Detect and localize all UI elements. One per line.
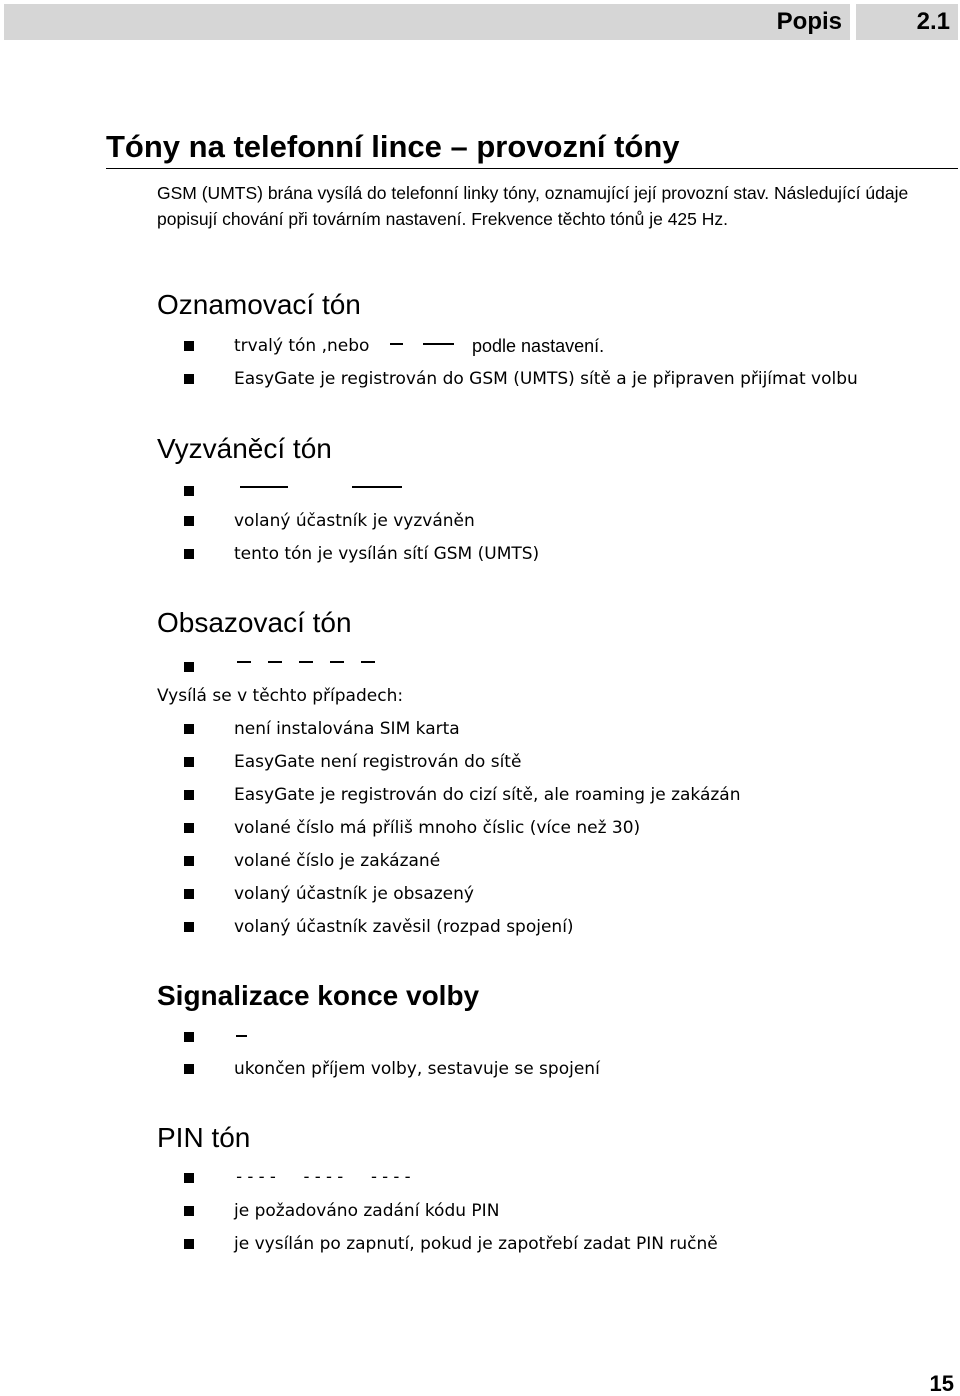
list-item-text: není instalována SIM karta	[234, 719, 460, 739]
end-of-dial-heading: Signalizace konce volby	[157, 980, 480, 1011]
tone-pattern-row	[157, 478, 457, 504]
list-item	[157, 508, 657, 534]
busy-tone-dash	[299, 661, 313, 663]
ring-tone-dash	[352, 486, 402, 488]
bullet-icon	[184, 823, 194, 833]
list-item-text: je požadováno zadání kódu PIN	[234, 1201, 500, 1221]
list-item-text: ukončen příjem volby, sestavuje se spojení	[234, 1059, 600, 1079]
bullet-icon	[184, 341, 194, 351]
cases-intro: Vysílá se v těchto případech:	[157, 686, 404, 706]
list-item	[157, 881, 857, 907]
list-item-text: volané číslo je zakázané	[234, 851, 441, 871]
tone-pattern-row	[157, 652, 457, 678]
dial-tone-heading: Oznamovací tón	[157, 289, 361, 320]
list-item	[157, 1198, 757, 1224]
page-title: Tóny na telefonní lince – provozní tóny	[106, 129, 680, 164]
list-item-text: EasyGate není registrován do sítě	[234, 752, 522, 772]
bullet-icon	[184, 486, 194, 496]
pin-tone-pattern: ---- ---- ----	[234, 1167, 414, 1187]
bullet-icon	[184, 374, 194, 384]
bullet-icon	[184, 1206, 194, 1216]
page-number: 15	[929, 1371, 954, 1396]
list-item	[157, 749, 857, 775]
list-item-text: volané číslo má příliš mnoho číslic (více než 30)	[234, 818, 641, 838]
list-item	[157, 848, 857, 874]
title-divider	[106, 168, 958, 169]
list-item-text: trvalý tón ,nebo	[234, 336, 370, 356]
list-item-text: je vysílán po zapnutí, pokud je zapotřebí zadat PIN ručně	[234, 1234, 718, 1254]
bullet-icon	[184, 1064, 194, 1074]
busy-tone-dash	[330, 661, 344, 663]
header-section-number: 2.1	[856, 4, 958, 40]
tone-pattern-row	[157, 1165, 557, 1191]
pin-tone-heading: PIN tón	[157, 1122, 251, 1153]
bullet-icon	[184, 516, 194, 526]
ring-tone-dash	[240, 486, 288, 488]
list-item	[157, 914, 857, 940]
bullet-icon	[184, 1173, 194, 1183]
bullet-icon	[184, 922, 194, 932]
bullet-icon	[184, 757, 194, 767]
bullet-icon	[184, 549, 194, 559]
list-item	[157, 366, 937, 392]
ring-tone-heading: Vyzváněcí tón	[157, 433, 332, 464]
busy-tone-dash	[268, 661, 282, 663]
short-tone-dash	[390, 343, 403, 345]
busy-tone-heading: Obsazovací tón	[157, 607, 352, 638]
list-item	[157, 333, 917, 359]
busy-tone-dash	[237, 661, 251, 663]
list-item-text: volaný účastník je vyzváněn	[234, 511, 475, 531]
header-section-title: Popis	[4, 4, 850, 40]
bullet-icon	[184, 790, 194, 800]
list-item-text: volaný účastník je obsazený	[234, 884, 474, 904]
bullet-icon	[184, 1239, 194, 1249]
tone-pattern-row	[157, 1024, 357, 1050]
list-item-text: podle nastavení.	[472, 336, 605, 356]
list-item	[157, 782, 857, 808]
bullet-icon	[184, 662, 194, 672]
bullet-icon	[184, 856, 194, 866]
list-item-text: tento tón je vysílán sítí GSM (UMTS)	[234, 544, 540, 564]
bullet-icon	[184, 724, 194, 734]
list-item	[157, 815, 857, 841]
list-item	[157, 541, 657, 567]
list-item	[157, 1231, 857, 1257]
list-item	[157, 1056, 757, 1082]
long-tone-dash	[423, 343, 454, 345]
bullet-icon	[184, 889, 194, 899]
end-of-dial-dash	[236, 1035, 247, 1037]
list-item-text: volaný účastník zavěsil (rozpad spojení)	[234, 917, 574, 937]
list-item-text: EasyGate je registrován do cizí sítě, ale roaming je zakázán	[234, 785, 741, 805]
list-item	[157, 716, 857, 742]
list-item-text: EasyGate je registrován do GSM (UMTS) sítě a je připraven přijímat volbu	[234, 369, 858, 389]
busy-tone-dash	[361, 661, 375, 663]
bullet-icon	[184, 1032, 194, 1042]
intro-paragraph: GSM (UMTS) brána vysílá do telefonní linky tóny, oznamující její provozní stav. Následující údaje popisují chování při továrním nastavení. Frekvence těchto tónů je 425 Hz.	[157, 183, 909, 229]
